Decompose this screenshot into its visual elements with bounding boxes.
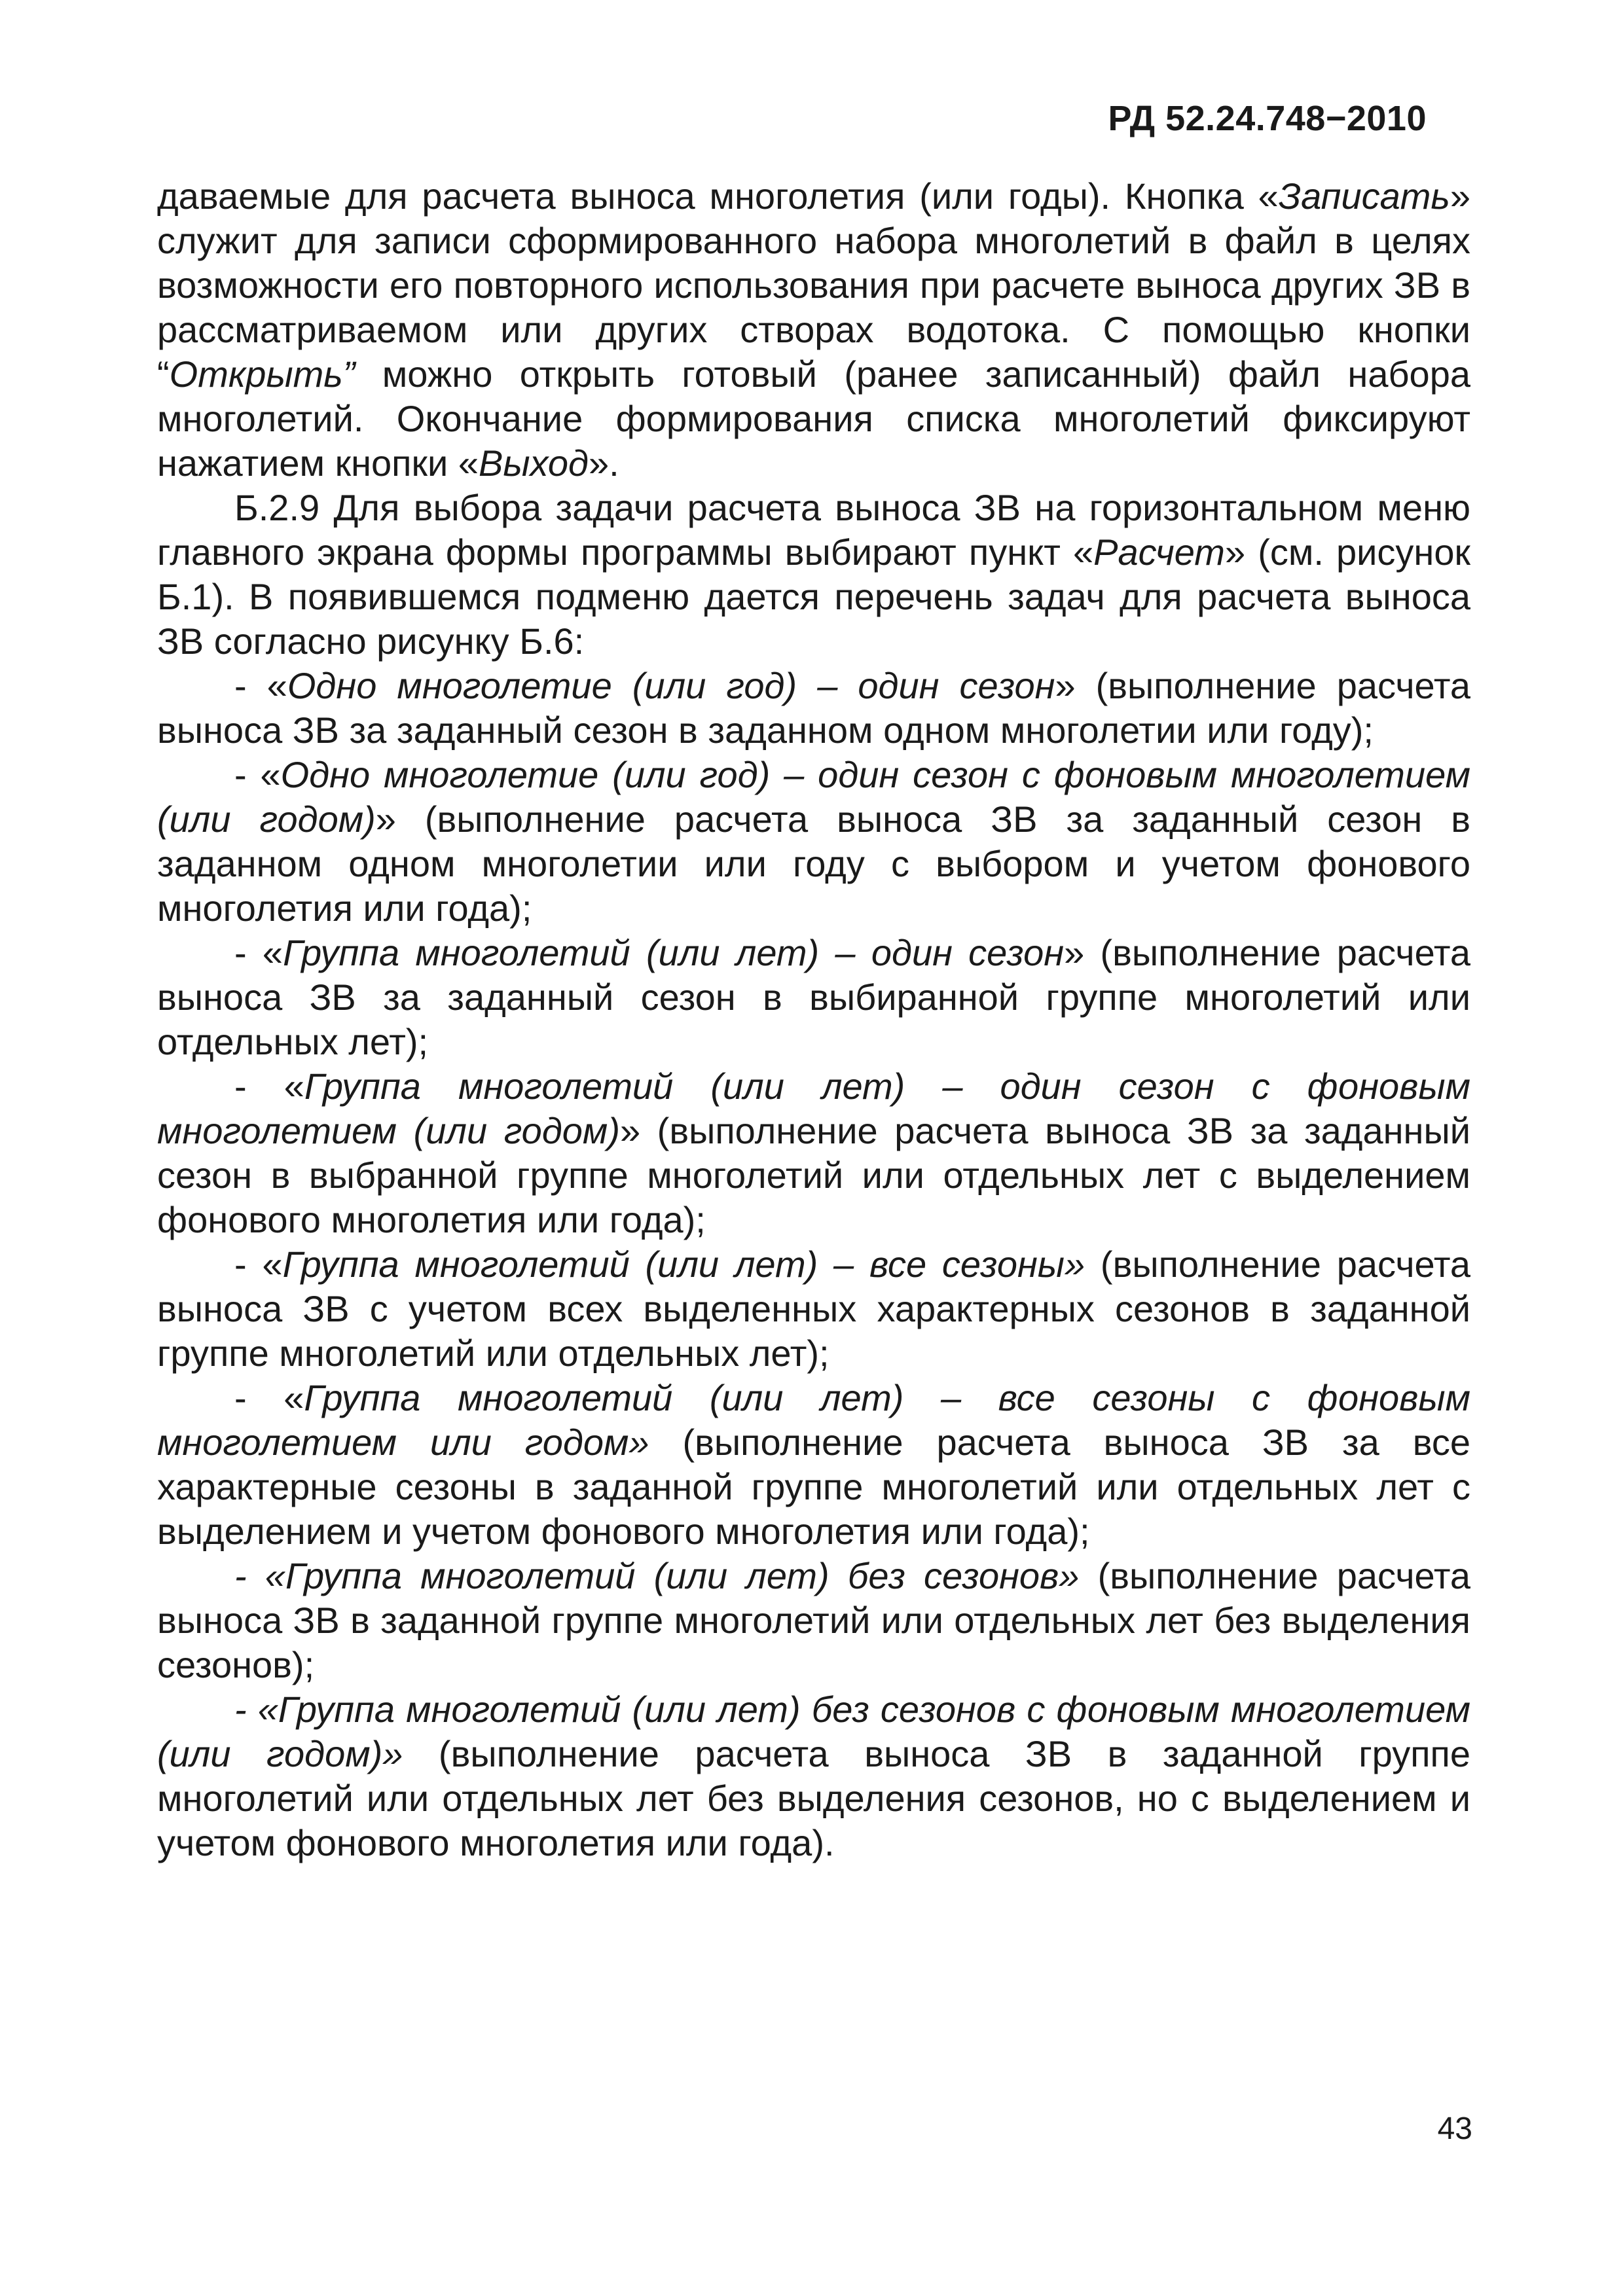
body-paragraph: [157, 1554, 1470, 1687]
text-run: (выполнение расчета выноса ЗВ за все характерные сезоны в заданной группе многолетий или отдельных лет с выделением и учетом фонового многолетия или года);: [157, 1422, 1470, 1552]
italic-text: Записать: [1278, 175, 1450, 217]
body-paragraph: [157, 486, 1470, 664]
text-run: » (см. рисунок Б.1). В появившемся подменю дается перечень задач для расчета выноса ЗВ согласно рисунку Б.6:: [157, 531, 1471, 662]
italic-text: Расчет: [1093, 531, 1225, 573]
text-run: - «: [234, 1244, 283, 1285]
italic-text: - «Группа многолетий (или лет) без сезонов»: [234, 1555, 1080, 1596]
body-paragraph: [157, 1687, 1470, 1865]
text-run: » (выполнение расчета выноса ЗВ за заданный сезон в выбранной группе многолетий или отдельных лет с выделением фонового многолетия или года);: [157, 1110, 1470, 1240]
italic-text: Группа многолетий (или лет) – все сезоны с фоновым многолетием или годом»: [157, 1377, 1470, 1463]
body-paragraph: [157, 931, 1470, 1064]
italic-text: - «Группа многолетий (или лет) без сезонов с фоновым многолетием (или годом)»: [157, 1689, 1470, 1774]
text-run: » (выполнение расчета выноса ЗВ за заданный сезон в выбиранной группе многолетий или отдельных лет);: [157, 932, 1471, 1062]
text-run: » (выполнение расчета выноса ЗВ за заданный сезон в заданном одном многолетии или году);: [157, 665, 1471, 751]
text-run: (выполнение расчета выноса ЗВ в заданной группе многолетий или отдельных лет без выделения сезонов, но с выделением и учетом фонового многолетия или года).: [157, 1733, 1470, 1863]
italic-text: Группа многолетий (или лет) – все сезоны»: [282, 1244, 1085, 1285]
body-paragraph: [157, 174, 1470, 486]
text-run: - «: [234, 932, 283, 973]
text-run: Б.2.9 Для выбора задачи расчета выноса ЗВ на горизонтальном меню главного экрана формы программы выбирают пункт «: [157, 487, 1470, 573]
text-run: (выполнение расчета выноса ЗВ с учетом всех выделенных характерных сезонов в заданной группе многолетий или отдельных лет);: [157, 1244, 1470, 1374]
text-run: даваемые для расчета выноса многолетия (или годы). Кнопка «: [157, 175, 1279, 217]
text-run: » служит для записи сформированного набора многолетий в файл в целях возможности его повторного использования при расчете выноса других ЗВ в рассматриваемом или других створах водотока. С помощью кнопки “: [157, 175, 1470, 395]
text-run: - «: [234, 754, 281, 795]
text-run: - «: [234, 1377, 304, 1418]
document-code-header: РД 52.24.748−2010: [1108, 99, 1427, 138]
body-paragraph: [157, 1064, 1470, 1242]
italic-text: Одно многолетие (или год) – один сезон: [287, 665, 1055, 706]
italic-text: Открыть”: [169, 353, 356, 395]
page-number: 43: [1437, 2111, 1472, 2146]
italic-text: Группа многолетий (или лет) – один сезон: [283, 932, 1065, 973]
text-run: (выполнение расчета выноса ЗВ в заданной группе многолетий или отдельных лет без выделения сезонов);: [157, 1555, 1470, 1685]
italic-text: Одно многолетие (или год) – один сезон с фоновым многолетием (или годом): [157, 754, 1470, 840]
body-paragraph: [157, 1242, 1470, 1376]
body-paragraph: [157, 664, 1470, 753]
body-paragraph: [157, 1376, 1470, 1554]
text-run: можно открыть готовый (ранее записанный) файл набора многолетий. Окончание формирования списка многолетий фиксируют нажатием кнопки «: [157, 353, 1470, 484]
italic-text: Выход: [478, 442, 589, 484]
body-paragraph: [157, 753, 1470, 931]
text-run: - «: [234, 665, 287, 706]
document-body: [157, 174, 1470, 1865]
text-run: ».: [589, 442, 619, 484]
italic-text: Группа многолетий (или лет) – один сезон с фоновым многолетием (или годом): [157, 1066, 1470, 1151]
text-run: - «: [234, 1066, 304, 1107]
text-run: » (выполнение расчета выноса ЗВ за заданный сезон в заданном одном многолетии или году с выбором и учетом фонового многолетия или года);: [157, 798, 1470, 929]
